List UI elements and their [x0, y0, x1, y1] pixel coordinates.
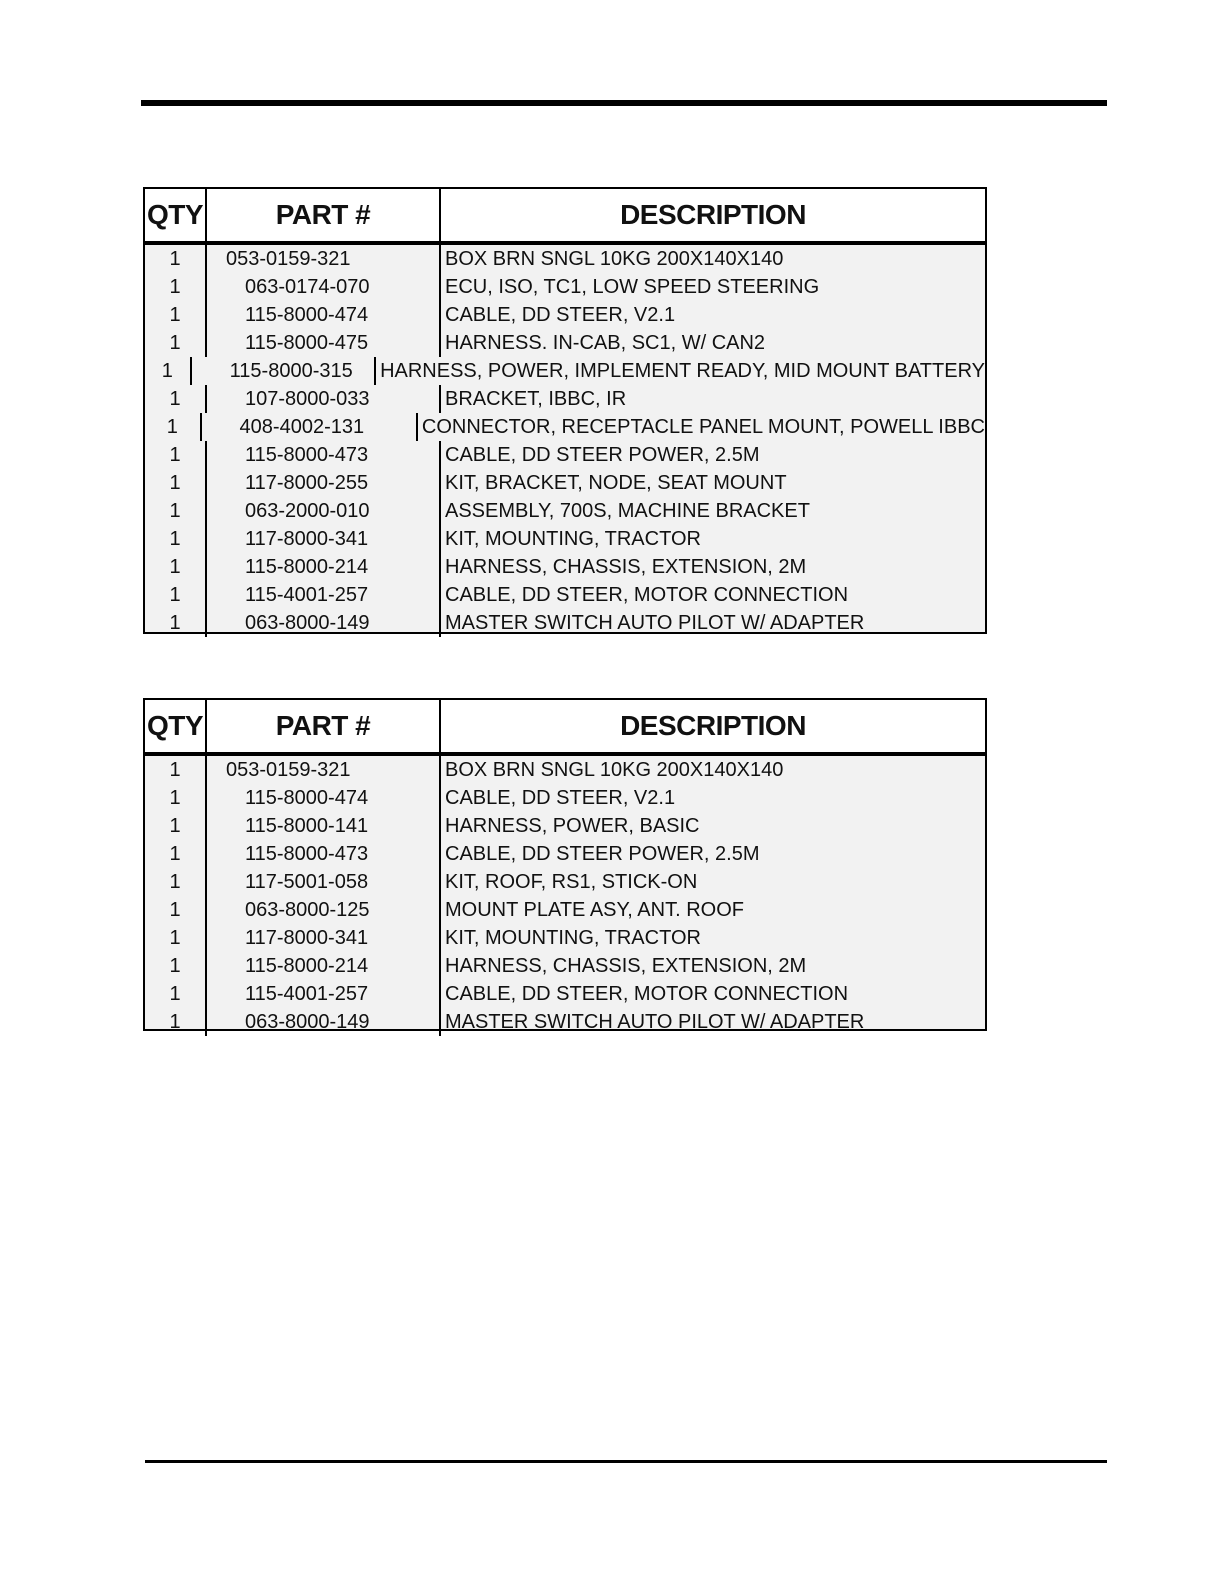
header-qty: QTY: [145, 700, 207, 752]
cell-description: CONNECTOR, RECEPTACLE PANEL MOUNT, POWELL IBBC: [421, 416, 985, 438]
cell-description: CABLE, DD STEER, MOTOR CONNECTION: [445, 584, 849, 606]
table-row: [145, 301, 985, 329]
cell-qty: 1: [145, 469, 207, 497]
cell-qty: 1: [145, 1008, 207, 1036]
table-row: [145, 896, 985, 924]
cell-qty: 1: [145, 812, 207, 840]
header-part-number: PART #: [207, 189, 441, 241]
cell-part-number: 063-8000-149: [207, 609, 441, 637]
table-row: [145, 581, 985, 609]
cell-part-number: 115-8000-141: [207, 812, 441, 840]
table-row: [145, 980, 985, 1008]
cell-part-number: 115-8000-474: [207, 784, 441, 812]
bottom-rule: [145, 1460, 1107, 1463]
cell-qty: 1: [145, 553, 207, 581]
cell-part-number: 115-8000-214: [207, 553, 441, 581]
cell-qty: 1: [145, 868, 207, 896]
table-row: [145, 273, 985, 301]
cell-part-number: 053-0159-321: [207, 245, 441, 273]
cell-description: ASSEMBLY, 700S, MACHINE BRACKET: [445, 500, 810, 522]
table-row: [145, 497, 985, 525]
cell-part-number: 115-8000-214: [207, 952, 441, 980]
cell-part-number: 117-8000-255: [207, 469, 441, 497]
table-row: [145, 469, 985, 497]
cell-qty: 1: [145, 385, 207, 413]
cell-part-number: 063-8000-149: [207, 1008, 441, 1036]
cell-description: CABLE, DD STEER POWER, 2.5M: [445, 843, 760, 865]
cell-description: KIT, BRACKET, NODE, SEAT MOUNT: [445, 472, 787, 494]
table-header: [145, 189, 985, 245]
cell-description: CABLE, DD STEER POWER, 2.5M: [445, 444, 760, 466]
cell-part-number: 063-0174-070: [207, 273, 441, 301]
cell-qty: 1: [145, 896, 207, 924]
cell-part-number: 117-8000-341: [207, 525, 441, 553]
parts-table-2: [143, 698, 987, 1031]
table-row: [145, 245, 985, 273]
parts-table-1: [143, 187, 987, 634]
table-row: [145, 812, 985, 840]
cell-qty: 1: [145, 581, 207, 609]
table-row: [145, 357, 985, 385]
cell-description: ECU, ISO, TC1, LOW SPEED STEERING: [445, 276, 820, 298]
cell-description: HARNESS, CHASSIS, EXTENSION, 2M: [445, 955, 807, 977]
table-row: [145, 868, 985, 896]
table-row: [145, 756, 985, 784]
table-row: [145, 1008, 985, 1036]
cell-description: MASTER SWITCH AUTO PILOT W/ ADAPTER: [445, 1011, 865, 1033]
table-row: [145, 952, 985, 980]
cell-description: HARNESS, CHASSIS, EXTENSION, 2M: [445, 556, 807, 578]
table-row: [145, 924, 985, 952]
cell-description: HARNESS, POWER, BASIC: [445, 815, 700, 837]
header-part-number: PART #: [207, 700, 441, 752]
cell-part-number: 115-4001-257: [207, 980, 441, 1008]
cell-description: BRACKET, IBBC, IR: [445, 388, 627, 410]
table-row: [145, 329, 985, 357]
cell-description: HARNESS, POWER, IMPLEMENT READY, MID MOUNT BATTERY: [380, 360, 985, 382]
cell-qty: 1: [145, 357, 192, 385]
header-description: DESCRIPTION: [620, 710, 806, 741]
cell-description: KIT, ROOF, RS1, STICK-ON: [445, 871, 698, 893]
cell-part-number: 408-4002-131: [202, 413, 418, 441]
cell-qty: 1: [145, 301, 207, 329]
cell-qty: 1: [145, 441, 207, 469]
cell-description: CABLE, DD STEER, V2.1: [445, 787, 676, 809]
cell-qty: 1: [145, 245, 207, 273]
cell-part-number: 115-8000-315: [192, 357, 376, 385]
table-body: [145, 245, 985, 637]
cell-qty: 1: [145, 497, 207, 525]
cell-description: MOUNT PLATE ASY, ANT. ROOF: [445, 899, 744, 921]
cell-part-number: 063-8000-125: [207, 896, 441, 924]
table-row: [145, 609, 985, 637]
cell-part-number: 117-8000-341: [207, 924, 441, 952]
header-qty: QTY: [145, 189, 207, 241]
table-row: [145, 441, 985, 469]
cell-qty: 1: [145, 924, 207, 952]
table-body: [145, 756, 985, 1036]
header-description: DESCRIPTION: [620, 199, 806, 230]
cell-description: BOX BRN SNGL 10KG 200X140X140: [445, 248, 784, 270]
cell-part-number: 115-8000-474: [207, 301, 441, 329]
cell-part-number: 063-2000-010: [207, 497, 441, 525]
cell-part-number: 053-0159-321: [207, 756, 441, 784]
cell-part-number: 117-5001-058: [207, 868, 441, 896]
table-row: [145, 385, 985, 413]
cell-part-number: 115-8000-473: [207, 441, 441, 469]
table-row: [145, 784, 985, 812]
cell-description: BOX BRN SNGL 10KG 200X140X140: [445, 759, 784, 781]
cell-description: HARNESS. IN-CAB, SC1, W/ CAN2: [445, 332, 766, 354]
cell-description: KIT, MOUNTING, TRACTOR: [445, 528, 701, 550]
cell-qty: 1: [145, 525, 207, 553]
cell-qty: 1: [145, 784, 207, 812]
cell-part-number: 115-8000-473: [207, 840, 441, 868]
cell-qty: 1: [145, 609, 207, 637]
cell-qty: 1: [145, 952, 207, 980]
table-row: [145, 840, 985, 868]
cell-qty: 1: [145, 756, 207, 784]
table-row: [145, 525, 985, 553]
cell-description: CABLE, DD STEER, MOTOR CONNECTION: [445, 983, 849, 1005]
cell-part-number: 115-8000-475: [207, 329, 441, 357]
cell-part-number: 107-8000-033: [207, 385, 441, 413]
cell-qty: 1: [145, 329, 207, 357]
table-row: [145, 413, 985, 441]
cell-part-number: 115-4001-257: [207, 581, 441, 609]
cell-description: CABLE, DD STEER, V2.1: [445, 304, 676, 326]
cell-qty: 1: [145, 413, 202, 441]
cell-qty: 1: [145, 980, 207, 1008]
cell-qty: 1: [145, 840, 207, 868]
table-row: [145, 553, 985, 581]
cell-qty: 1: [145, 273, 207, 301]
cell-description: MASTER SWITCH AUTO PILOT W/ ADAPTER: [445, 612, 865, 634]
top-rule: [141, 100, 1107, 106]
table-header: [145, 700, 985, 756]
cell-description: KIT, MOUNTING, TRACTOR: [445, 927, 701, 949]
